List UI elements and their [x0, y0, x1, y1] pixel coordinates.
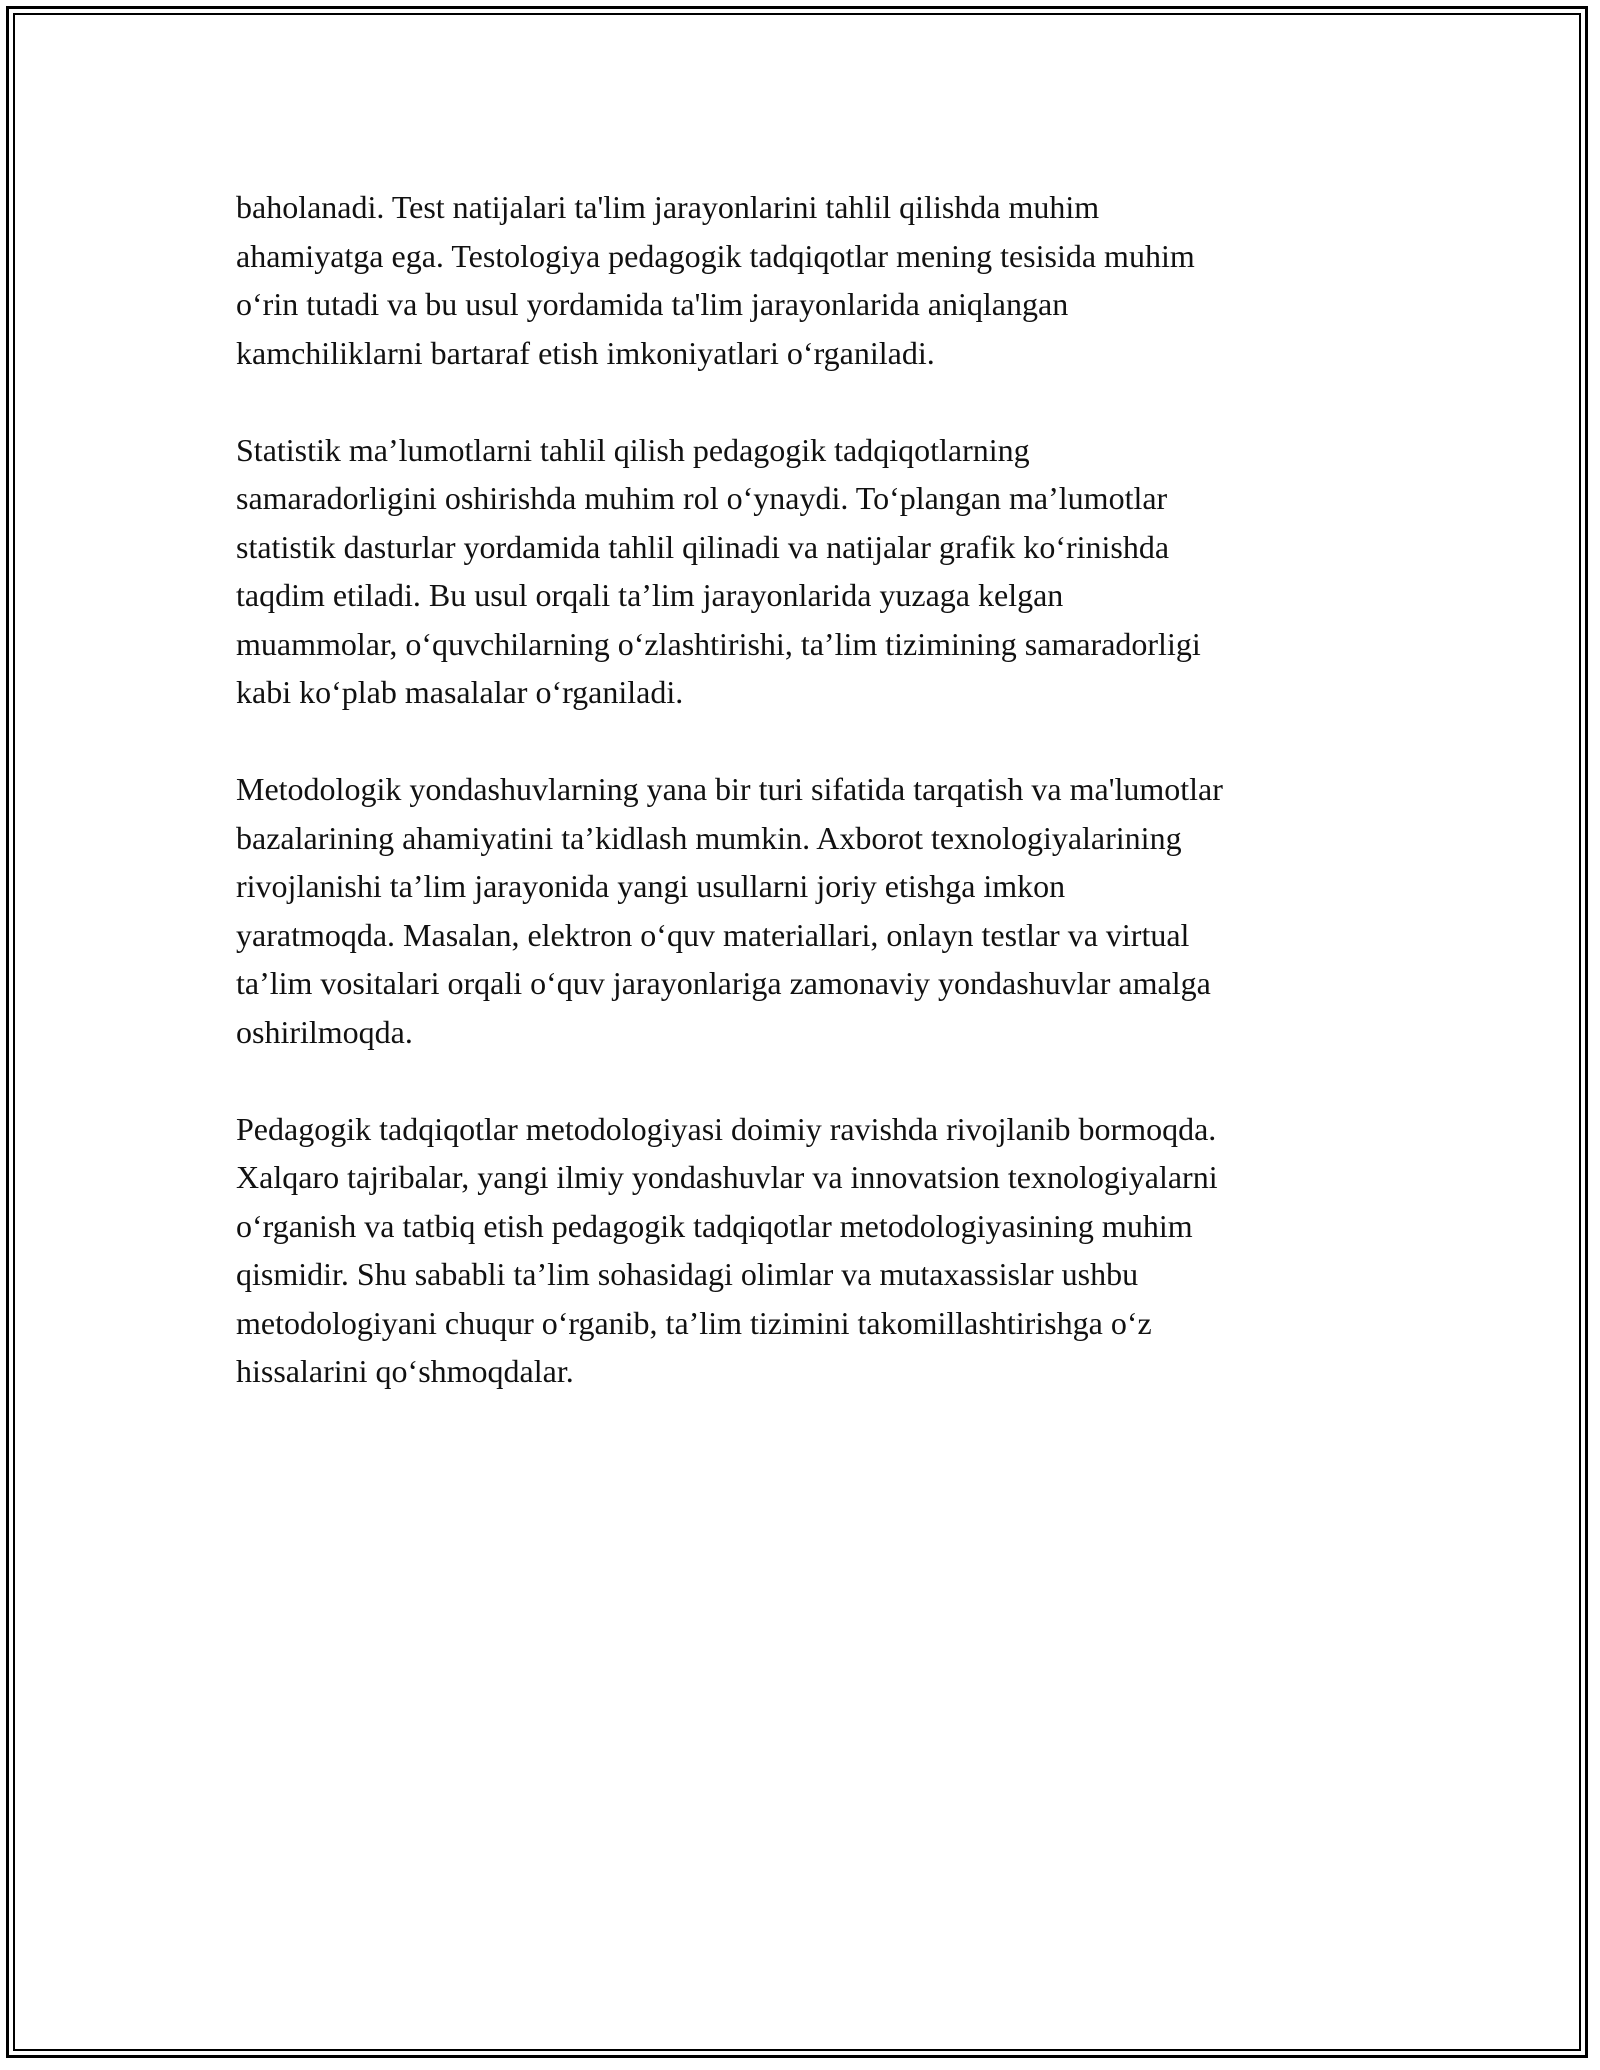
text-line: qismidir. Shu sababli ta’lim sohasidagi olimlar va mutaxassislar ushbu [236, 1256, 1139, 1292]
text-line: bazalarining ahamiyatini ta’kidlash mumkin. Axborot texnologiyalarining [236, 819, 1182, 856]
text-line: hissalarini qo‘shmoqdalar. [236, 1353, 574, 1389]
text-line: oshirilmoqda. [236, 1013, 413, 1050]
paragraph-1 [236, 183, 1396, 377]
text-line: Pedagogik tadqiqotlar metodologiyasi doimiy ravishda rivojlanib bormoqda. [236, 1110, 1217, 1147]
text-line: yaratmoqda. Masalan, elektron o‘quv materiallari, onlayn testlar va virtual [236, 916, 1190, 953]
text-line: statistik dasturlar yordamida tahlil qilinadi va natijalar grafik ko‘rinishda [236, 528, 1170, 565]
text-line: kamchiliklarni bartaraf etish imkoniyatlari o‘rganiladi. [236, 334, 935, 371]
text-line: kabi ko‘plab masalalar o‘rganiladi. [236, 674, 684, 710]
text-line: o‘rganish va tatbiq etish pedagogik tadqiqotlar metodologiyasining muhim [236, 1207, 1193, 1244]
text-line: taqdim etiladi. Bu usul orqali ta’lim jarayonlarida yuzaga kelgan [236, 577, 1064, 613]
text-line: o‘rin tutadi va bu usul yordamida ta'lim jarayonlarida aniqlangan [236, 286, 1069, 322]
paragraph-3 [236, 765, 1396, 1056]
paragraph-2 [236, 426, 1396, 717]
text-line: Statistik ma’lumotlarni tahlil qilish pedagogik tadqiqotlarning [236, 431, 1030, 468]
text-line: ahamiyatga ega. Testologiya pedagogik tadqiqotlar mening tesisida muhim [236, 237, 1195, 274]
paragraph-4 [236, 1105, 1396, 1396]
text-line: samaradorligini oshirishda muhim rol o‘ynaydi. To‘plangan ma’lumotlar [236, 480, 1168, 516]
text-line: baholanadi. Test natijalari ta'lim jarayonlarini tahlil qilishda muhim [236, 189, 1100, 225]
text-line: Metodologik yondashuvlarning yana bir turi sifatida tarqatish va ma'lumotlar [236, 771, 1223, 807]
text-line: ta’lim vositalari orqali o‘quv jarayonlariga zamonaviy yondashuvlar amalga [236, 965, 1211, 1001]
text-line: muammolar, o‘quvchilarning o‘zlashtirishi, ta’lim tizimining samaradorligi [236, 625, 1201, 662]
document-body [236, 183, 1396, 1444]
text-line: metodologiyani chuqur o‘rganib, ta’lim tizimini takomillashtirishga o‘z [236, 1304, 1152, 1341]
text-line: Xalqaro tajribalar, yangi ilmiy yondashuvlar va innovatsion texnologiyalarni [236, 1159, 1218, 1195]
text-line: rivojlanishi ta’lim jarayonida yangi usullarni joriy etishga imkon [236, 868, 1066, 904]
